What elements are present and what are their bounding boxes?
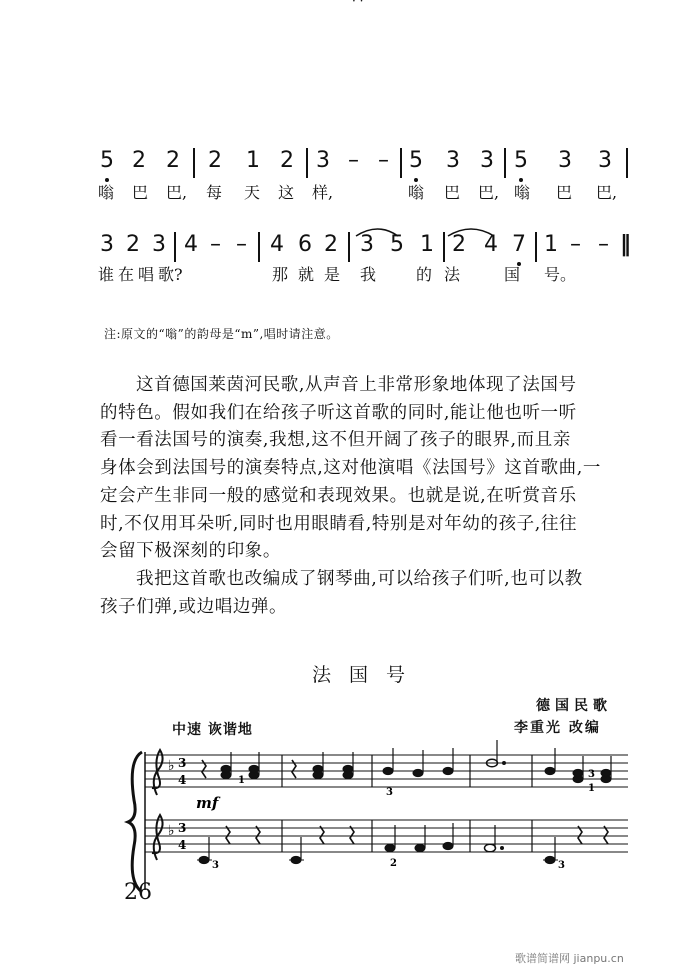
lyric: 我 (360, 265, 377, 284)
lyric: 每 (206, 183, 223, 202)
lyric: 巴 (132, 183, 149, 202)
treble-measure-3 (383, 748, 453, 777)
jianpu-note: 2 (208, 148, 222, 173)
jianpu-note: 5 (409, 148, 423, 173)
dynamic-marking: mf (196, 794, 219, 812)
quarter-rest-icon (226, 826, 230, 844)
jianpu-note: 2 (126, 232, 140, 257)
site-watermark: 歌谱简谱网 jianpu.cn (515, 952, 624, 965)
bass-notes (197, 823, 608, 864)
jianpu-note: 3 (316, 148, 330, 173)
jianpu-note: 3 (100, 232, 114, 257)
quarter-rest-icon (604, 826, 608, 844)
jianpu-note: 3 (558, 148, 572, 173)
lyric: 天 (244, 183, 261, 202)
fingering-number: 3 (558, 860, 565, 871)
fingering-number: 3 (386, 787, 393, 798)
lyric: 谁 (98, 265, 115, 284)
jianpu-note: 6 (298, 232, 312, 257)
grand-staff-brace (128, 752, 142, 892)
jianpu-note: 3 (446, 148, 460, 173)
lyric: 这 (278, 183, 295, 202)
treble-clef-icon (152, 750, 163, 795)
lyric: 巴 (444, 183, 461, 202)
lyric: 嗡 (98, 183, 115, 202)
lyric: 歌? (158, 265, 183, 284)
jianpu-note: 2 (132, 148, 146, 173)
final-barline: ‖ (620, 232, 631, 257)
paragraph-line: 孩子们弹,或边唱边弹。 (100, 596, 288, 617)
jianpu-dash: – (210, 232, 221, 257)
jianpu-note: 5 (514, 148, 528, 173)
lyric: 法 (444, 265, 461, 284)
lyric: 国 (504, 265, 521, 284)
footnote: 注:原文的“嗡”的韵母是“m”,唱时请注意。 (104, 327, 339, 341)
jianpu-note: 1 (420, 232, 434, 257)
paragraph-line: 的特色。假如我们在给孩子听这首歌的同时,能让他也听一听 (100, 402, 577, 423)
jianpu-dash: – (570, 232, 581, 257)
note-head (249, 765, 259, 772)
lyric: 号。 (544, 265, 577, 284)
quarter-rest-icon (320, 826, 324, 844)
jianpu-note: 1 (246, 148, 260, 173)
jianpu-note: 4 (484, 232, 498, 257)
paragraph-line: 定会产生非同一般的感觉和表现效果。也就是说,在听赏音乐 (100, 485, 577, 506)
paragraph-line: 看一看法国号的演奏,我想,这不但开阔了孩子的眼界,而且亲 (100, 430, 571, 451)
jianpu-note: 2 (452, 232, 466, 257)
fingering-number: 2 (390, 858, 397, 869)
lyric: 是 (324, 265, 341, 284)
lyric: 嗡 (408, 183, 425, 202)
jianpu-note: 2 (166, 148, 180, 173)
lyric: 样, (312, 183, 334, 202)
quarter-rest-icon (578, 826, 582, 844)
jianpu-note: 5 (100, 148, 114, 173)
paragraph-line: 身体会到法国号的演奏特点,这对他演唱《法国号》这首歌曲,一 (100, 458, 602, 479)
lyric: 巴, (478, 183, 500, 202)
time-signature-top: 3 (178, 821, 187, 835)
jianpu-dash: – (598, 232, 609, 257)
piece-title: 法国号 (312, 664, 424, 686)
paragraph-line: 我把这首歌也改编成了钢琴曲,可以给孩子们听,也可以教 (136, 569, 583, 589)
fingering-number: 1 (588, 783, 595, 794)
jianpu-note: 3 (480, 148, 494, 173)
treble-measure-2 (292, 752, 353, 779)
paragraph-line: 时,不仅用耳朵听,同时也用眼睛看,特别是对年幼的孩子,往往 (100, 513, 578, 534)
lyric: 巴, (166, 183, 188, 202)
quarter-rest-icon (256, 826, 260, 844)
lyric: 巴 (556, 183, 573, 202)
paragraph-line: 这首德国莱茵河民歌,从声音上非常形象地体现了法国号 (136, 375, 577, 395)
jianpu-note: 1 (544, 232, 558, 257)
jianpu-note: 2 (324, 232, 338, 257)
time-signature-bottom: 4 (178, 773, 187, 787)
jianpu-note: 3 (152, 232, 166, 257)
piece-origin: 德国民歌 (536, 698, 612, 714)
time-signature-top: 3 (178, 756, 187, 770)
note-head (221, 765, 231, 772)
lyric: 就 (298, 265, 315, 284)
jianpu-note: 4 (184, 232, 198, 257)
flat-icon: ♭ (168, 823, 175, 839)
jianpu-note: 5 (390, 232, 404, 257)
fingering-number: 3 (588, 769, 595, 780)
flat-icon: ♭ (168, 758, 175, 774)
jianpu-dash: – (378, 148, 389, 173)
lyric: 嗡 (514, 183, 531, 202)
piece-arranger: 李重光 改编 (514, 720, 601, 736)
lyric: 巴, (596, 183, 618, 202)
page-number: 26 (124, 880, 152, 905)
jianpu-note: 4 (270, 232, 284, 257)
top-mark: · · (352, 0, 364, 8)
jianpu-note: 3 (360, 232, 374, 257)
fingering-number: 1 (238, 775, 245, 786)
fingering-number: 3 (212, 860, 219, 871)
jianpu-dash: – (236, 232, 247, 257)
lyric: 的 (416, 265, 433, 284)
time-signature-bottom: 4 (178, 838, 187, 852)
treble-clef-icon (152, 815, 163, 860)
paragraph-line: 会留下极深刻的印象。 (100, 541, 281, 562)
lyric: 那 (272, 265, 289, 284)
jianpu-note: 2 (280, 148, 294, 173)
treble-measure-1 (202, 752, 259, 779)
lyric: 唱 (138, 265, 155, 284)
quarter-rest-icon (350, 826, 354, 844)
jianpu-note: 7 (512, 232, 526, 257)
tempo-marking: 中速 诙谐地 (172, 722, 253, 738)
treble-measure-5 (545, 748, 611, 783)
jianpu-note: 3 (598, 148, 612, 173)
jianpu-dash: – (348, 148, 359, 173)
lyric: 在 (118, 265, 135, 284)
